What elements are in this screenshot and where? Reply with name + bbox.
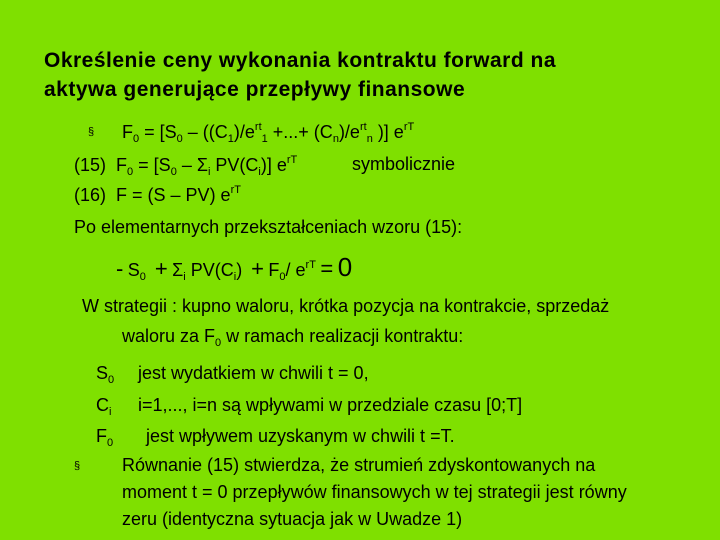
strategy-line2: waloru za $F_0$ w ramach realizacji kontraktu: (122, 326, 464, 349)
equation-zero-sum: - $S_0 + \Sigma_i$ $PV(C_i) + F_0/$ $e^{rT} = 0$ (116, 252, 353, 283)
def-text-s0: jest wydatkiem w chwili t = 0, (138, 363, 369, 383)
bullet-icon: § (88, 126, 95, 138)
bullet-icon: § (74, 460, 81, 472)
def-text-ci: i=1,..., i=n są wpływami w przedziale czasu [0;T] (138, 395, 523, 415)
def-symbol-ci: $C_i$ (96, 395, 112, 418)
formula-15: (15) $F_0 = [S_0 - \Sigma_i$ $PV(C_i)$] $e^{rT}$ (74, 154, 298, 178)
formula-forward-price-general: $F_0 = [S_0 - ((C_1)/e^{rt}_1$ +...+ $(C_n)/e^{rt}_n$ )] $e^{rT}$ (122, 121, 415, 145)
formula-15-note: symbolicznie (352, 154, 456, 174)
conclusion-line1: Równanie (15) stwierdza, że strumień zdyskontowanych na (122, 455, 596, 475)
def-symbol-f0: $F_0$ (96, 426, 114, 449)
slide-title-line2: aktywa generujące przepływy finansowe (44, 78, 466, 101)
def-text-f0: jest wpływem uzyskanym w chwili t =T. (146, 426, 455, 446)
conclusion-line3: zeru (identyczna sytuacja jak w Uwadze 1) (122, 509, 463, 529)
formula-16: (16) F = (S – PV) $e^{rT}$ (74, 184, 241, 205)
def-symbol-s0: $S_0$ (96, 363, 115, 386)
slide-title-line1: Określenie ceny wykonania kontraktu forward na (44, 49, 556, 72)
conclusion-line2: moment t = 0 przepływów finansowych w tej strategii jest równy (122, 482, 627, 502)
strategy-line1: W strategii : kupno waloru, krótka pozycja na kontrakcie, sprzedaż (82, 296, 610, 316)
transformation-intro: Po elementarnych przekształceniach wzoru (15): (74, 217, 463, 237)
